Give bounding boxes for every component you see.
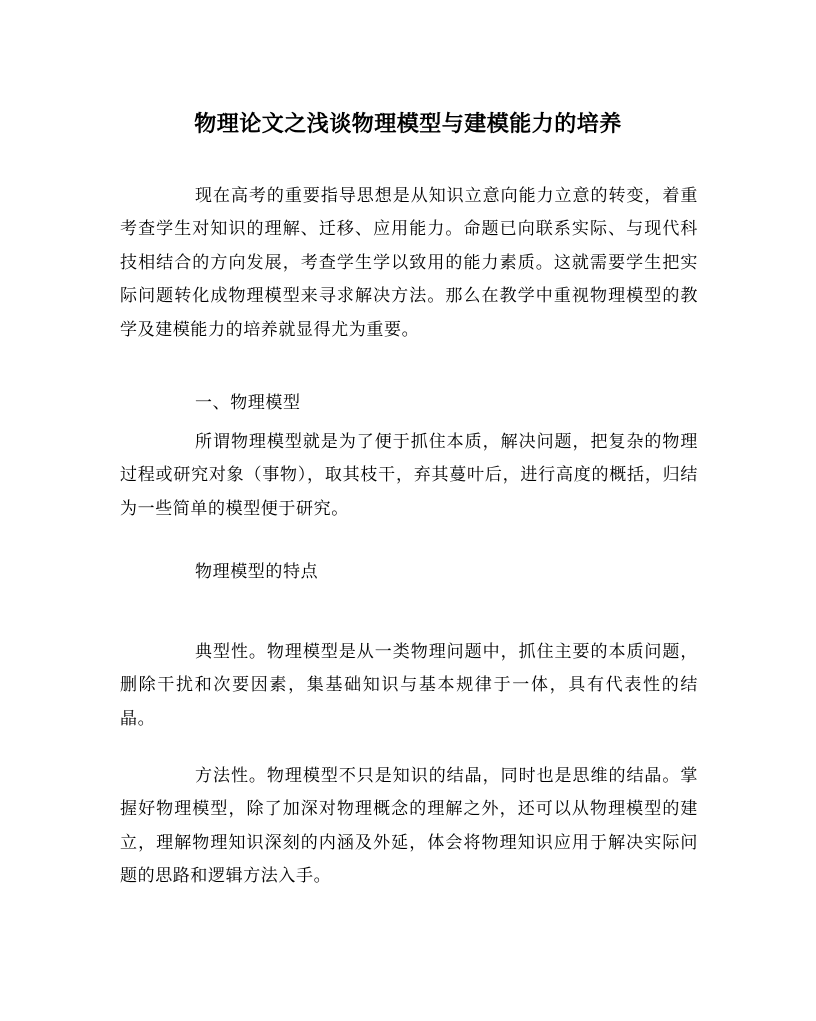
typicality-paragraph: 典型性。物理模型是从一类物理问题中，抓住主要的本质问题，删除干扰和次要因素，集基础知识与基本规律于一体，具有代表性的结晶。 (120, 642, 698, 729)
intro-paragraph: 现在高考的重要指导思想是从知识立意向能力立意的转变，着重考查学生对知识的理解、迁移、应用能力。命题已向联系实际、与现代科技相结合的方向发展，考查学生学以致用的能力素质。这就需要学生把实际问题转化成物理模型来寻求解决方法。那么在教学中重视物理模型的教学及建模能力的培养就显得尤为重要。 (120, 186, 698, 340)
document-title: 物理论文之浅谈物理模型与建模能力的培养 (194, 111, 622, 137)
methodology-paragraph: 方法性。物理模型不只是知识的结晶，同时也是思维的结晶。掌握好物理模型，除了加深对物理概念的理解之外，还可以从物理模型的建立，理解物理知识深刻的内涵及外延，体会将物理知识应用于解决实际问题的思路和逻辑方法入手。 (120, 766, 698, 887)
section-heading-physical-model: 一、物理模型 (195, 393, 301, 413)
definition-paragraph: 所谓物理模型就是为了便于抓住本质，解决问题，把复杂的物理过程或研究对象（事物），取其枝干，弃其蔓叶后，进行高度的概括，归结为一些简单的模型便于研究。 (120, 432, 698, 519)
features-heading: 物理模型的特点 (195, 562, 319, 582)
